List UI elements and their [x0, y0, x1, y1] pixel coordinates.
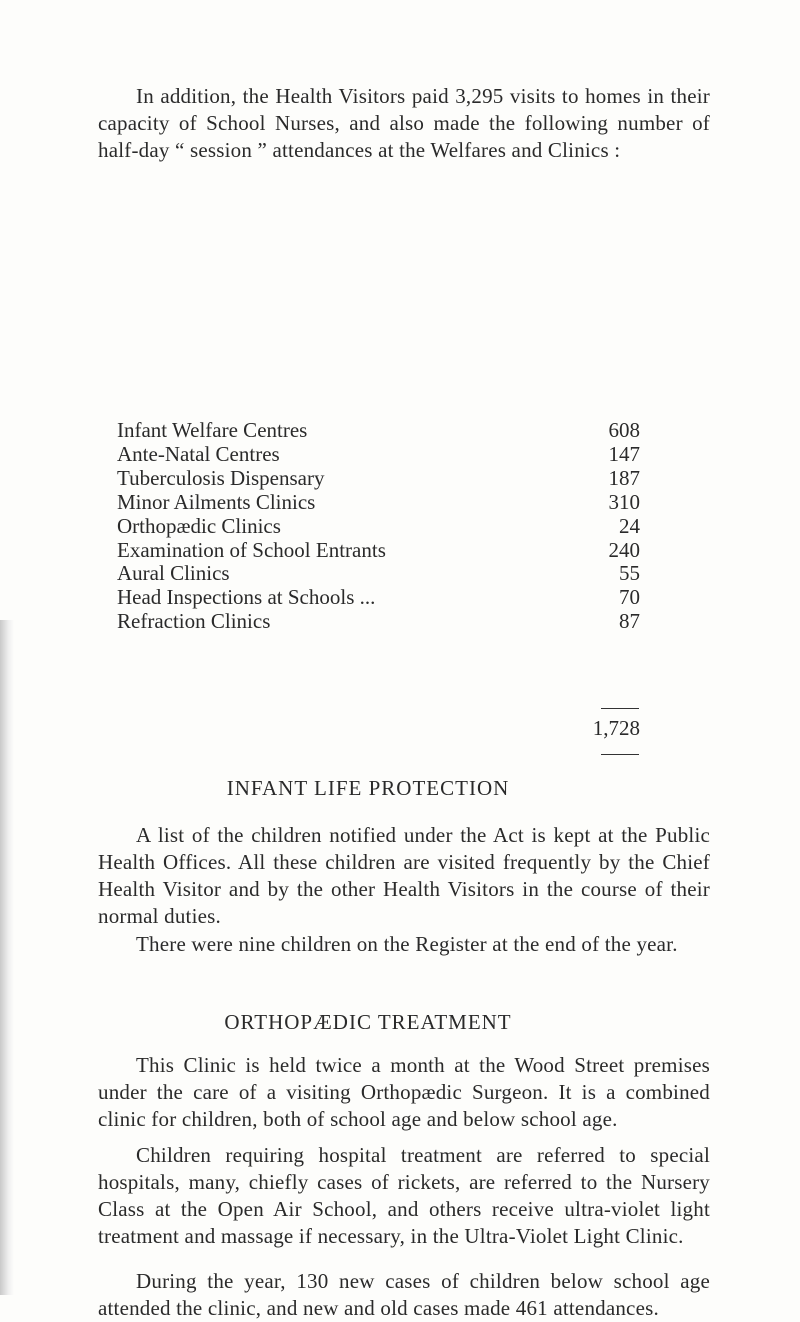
welfare-label: Refraction Clinics: [117, 609, 271, 634]
heading-infant-life-protection: INFANT LIFE PROTECTION: [226, 776, 510, 800]
orthopaedic-paragraph-2: Children requiring hospital treatment are referred to special hospitals, many, chiefly cases of rickets, are referred to the Nursery Class at the Open Air School, and others receive ultra-violet light treatment and massage if necessary, in the Ultra-Violet Light Clinic.: [98, 1143, 710, 1248]
welfare-row: [117, 584, 640, 610]
welfare-value: 24: [619, 513, 640, 538]
welfare-row: [117, 537, 640, 563]
welfare-value: 187: [608, 465, 640, 490]
total-rule-top: [601, 708, 639, 709]
intro-paragraph: In addition, the Health Visitors paid 3,295 visits to homes in their capacity of School Nurses, and also made the following number of half-day “ session ” attendances at the Welfares and Clinics :: [98, 84, 710, 162]
total-rule-bottom: [601, 754, 639, 755]
orthopaedic-paragraph-3: During the year, 130 new cases of children below school age attended the clinic, and new and old cases made 461 attendances.: [98, 1269, 710, 1320]
welfare-value: 55: [619, 561, 640, 586]
welfare-value: 87: [619, 609, 640, 634]
welfare-row: [117, 608, 640, 634]
welfare-label: Minor Ailments Clinics: [117, 489, 316, 514]
welfare-label: Head Inspections at Schools ...: [117, 585, 376, 610]
welfare-label: Ante-Natal Centres: [117, 441, 280, 466]
welfare-value: 70: [619, 585, 640, 610]
welfare-row: [117, 417, 640, 443]
welfare-label: Aural Clinics: [117, 561, 230, 586]
welfare-value: 310: [608, 489, 640, 514]
welfare-value: 240: [608, 537, 640, 562]
welfare-row: [117, 489, 640, 515]
page-edge-shadow: [0, 620, 14, 1295]
infant-life-paragraph-1: A list of the children notified under the Act is kept at the Public Health Offices. All these children are visited frequently by the Chief Health Visitor and by the other Health Visitors in the course of their normal duties.: [98, 823, 710, 928]
welfare-value: 608: [608, 418, 640, 442]
welfare-value: 147: [608, 441, 640, 466]
welfare-label: Tuberculosis Dispensary: [117, 465, 325, 490]
welfare-total: 1,728: [592, 716, 640, 740]
infant-life-paragraph-2: There were nine children on the Register at the end of the year.: [136, 932, 678, 956]
welfare-row: [117, 465, 640, 491]
heading-orthopaedic-treatment: ORTHOPÆDIC TREATMENT: [224, 1010, 512, 1034]
welfare-row: [117, 441, 640, 467]
orthopaedic-paragraph-1: This Clinic is held twice a month at the Wood Street premises under the care of a visiting Orthopædic Surgeon. It is a combined clinic for children, both of school age and below school age.: [98, 1053, 710, 1131]
welfare-label: Examination of School Entrants: [117, 537, 386, 562]
welfare-label: Orthopædic Clinics: [117, 513, 281, 538]
welfare-row: [117, 560, 640, 586]
welfare-row: [117, 513, 640, 539]
welfare-label: Infant Welfare Centres: [117, 418, 308, 442]
welfare-total-row: [400, 715, 640, 741]
